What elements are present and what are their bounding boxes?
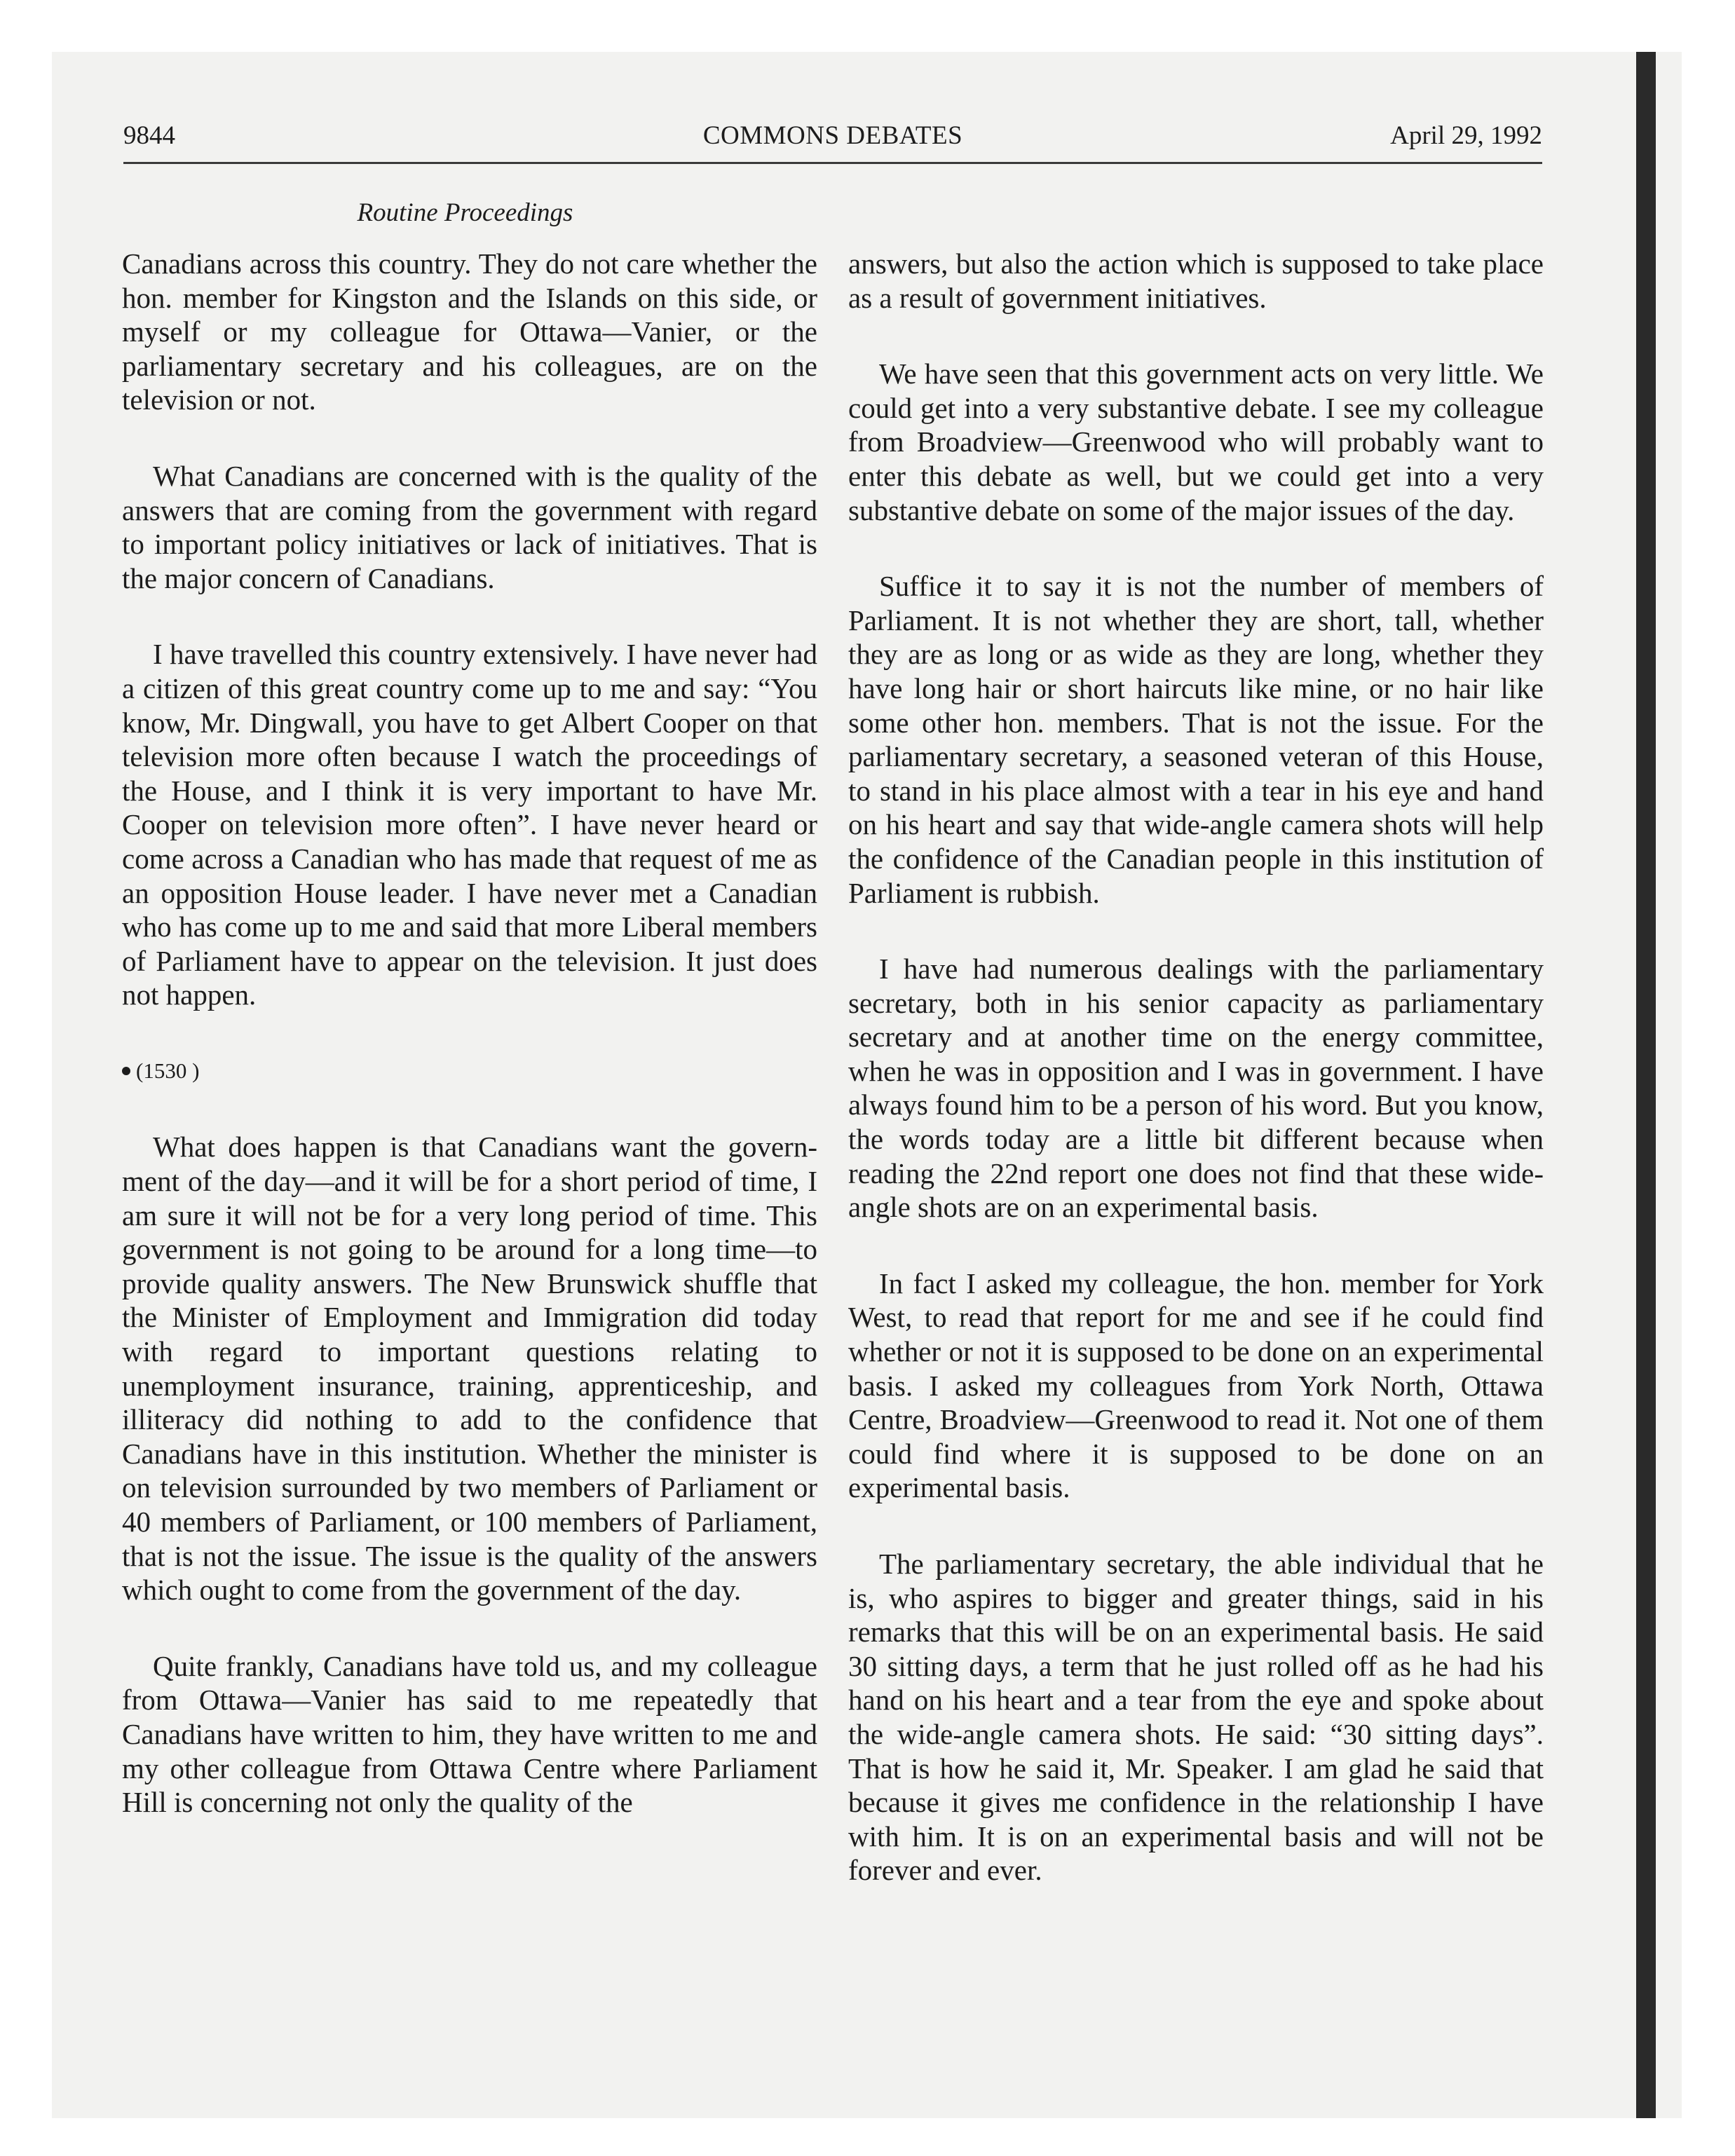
page-date: April 29, 1992 <box>1390 121 1542 150</box>
paragraph: In fact I asked my colleague, the hon. member for York West, to read that report for me and see if he could find whether or not it is supposed to be done on an experimental basis. I asked my colleagues from York North, Ottawa Centre, Broadview—Greenwood to read it. Not one of them could find where it is supposed to be done on an experimental basis. <box>848 1267 1544 1504</box>
paragraph: The parliamentary secretary, the able individual that he is, who aspires to bigger and greater things, said in his remarks that this will be on an experimental basis. He said 30 sitting days, a term that he just rolled off as he had his hand on his heart and a tear from the eye and spoke about the wide-angle camera shots. He said: “30 sitting days”. That is how he said it, Mr. Speaker. I am glad he said that because it gives me confidence in the relationship I have with him. It is on an experimental basis and will not be forever and ever. <box>848 1548 1544 1887</box>
scan-edge-bar <box>1636 52 1656 2118</box>
paragraph: What does happen is that Canadians want the government of the day—and it will be for a short period of time, I am sure it will not be for a very long period of time. This government is not going to be around for a long time—to provide quality answers. The New Brunswick shuffle that the Minister of Employment and Immigration did today with regard to important questions relating to unemployment insurance, training, apprenticeship, and illiteracy did nothing to add to the confidence that Canadians have in this institution. Whether the minister is on television surrounded by two members of Parliament or 40 members of Parliament, or 100 members of Parliament, that is not the issue. The issue is the quality of the answers which ought to come from the government of the day. <box>122 1131 817 1606</box>
paragraph: Suffice it to say it is not the number of members of Parliament. It is not whether they are short, tall, whether they are as long or as wide as they are long, whether they have long hair or short haircuts like mine, or no hair like some other hon. members. That is not the issue. For the parliamentary secretary, a seasoned veteran of this House, to stand in his place almost with a tear in his eye and hand on his heart and say that wide-angle camera shots will help the confidence of the Canadian people in this institution of Parliament is rubbish. <box>848 570 1544 909</box>
paragraph: Canadians across this country. They do not care whether the hon. member for Kingston and the Islands on this side, or myself or my colleague for Ottawa—Vanier, or the parliamentary secretary and his colleagues, are on the television or not. <box>122 247 817 416</box>
publication-title: COMMONS DEBATES <box>702 121 963 150</box>
page-header <box>123 121 1542 157</box>
paragraph: What Canadians are concerned with is the quality of the answers that are coming from the government with regard to important policy initiatives or lack of initiatives. That is the major concern of Canadians. <box>122 459 817 594</box>
paragraph: I have travelled this country extensively. I have never had a citizen of this great country come up to me and say: “You know, Mr. Dingwall, you have to get Albert Cooper on that television more often because I watch the proceedings of the House, and I think it is very important to have Mr. Cooper on television more often”. I have never heard or come across a Canadian who has made that request of me as an opposition House leader. I have never met a Canadian who has come up to me and said that more Liberal members of Parliament have to appear on the television. It just does not happen. <box>122 638 817 1011</box>
header-rule <box>123 162 1542 164</box>
paragraph: Quite frankly, Canadians have told us, and my colleague from Ottawa—Vanier has said to me repeatedly that Canadians have written to him, they have written to me and my other colleague from Ottawa Centre where Parliament Hill is concerning not only the quality of the <box>122 1649 817 1819</box>
paragraph: I have had numerous dealings with the parliamentary secretary, both in his senior capacity as parliamentary secretary and at another time on the energy committee, when he was in opposition and I was in government. I have always found him to be a person of his word. But you know, the words today are a little bit different because when reading the 22nd report one does not find that these wide-angle shots are on an experimental basis. <box>848 953 1544 1224</box>
right-column <box>848 247 1544 1888</box>
left-column <box>122 247 817 1820</box>
paragraph: answers, but also the action which is supposed to take place as a result of government initiatives. <box>848 247 1544 314</box>
time-marker <box>122 1054 817 1089</box>
bullet-icon <box>122 1067 130 1075</box>
section-heading: Routine Proceedings <box>357 198 573 227</box>
time-marker-label: (1530 ) <box>136 1058 200 1083</box>
paragraph: We have seen that this government acts on very little. We could get into a very substantive debate. I see my colleague from Broadview—Greenwood who will probably want to enter this debate as well, but we could get into a very substantive debate on some of the major issues of the day. <box>848 357 1544 526</box>
page-number: 9844 <box>123 121 175 150</box>
